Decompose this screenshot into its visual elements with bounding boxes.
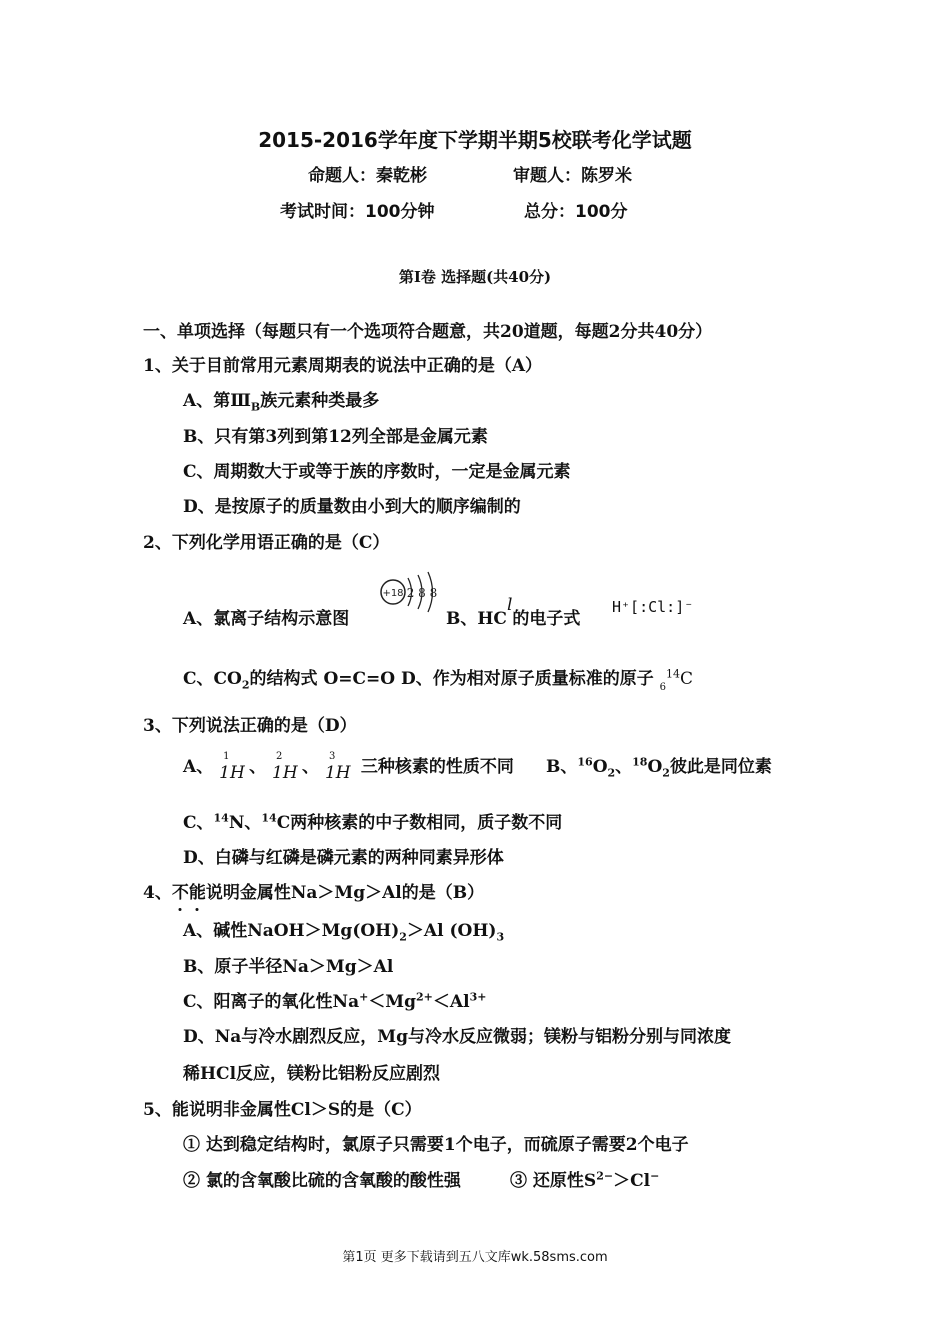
q4-option-d-line2: 稀HCl反应，镁粉比铝粉反应剧烈 [183, 1064, 441, 1084]
section-heading: 一、单项选择（每题只有一个选项符合题意，共20道题，每题2分共40分） [143, 322, 713, 342]
q3-option-b: B、$^{16}O_2$、$^{18}O_2$彼此是同位素 [546, 755, 772, 780]
q1-stem: 1、关于目前常用元素周期表的说法中正确的是（A） [143, 356, 543, 376]
q2-option-b: B、HCl的电子式 [446, 595, 581, 629]
page-footer: 第1页 更多下载请到五八文库wk.58sms.com [342, 1250, 608, 1265]
q4-option-c: C、阳离子的氧化性$Na^+<Mg^{2+}<Al^{3+}$ [183, 990, 487, 1012]
svg-text:2 8 8: 2 8 8 [406, 586, 438, 600]
q3-option-d: D、白磷与红磷是磷元素的两种同素异形体 [183, 848, 504, 868]
q5-statement-2: ② 氯的含氧酸比硫的含氧酸的酸性强 [183, 1171, 461, 1191]
hcl-electron-formula: H⁺[:Cl:]⁻ [612, 598, 694, 616]
total-score: 总分：100分 [524, 202, 628, 222]
isotope-h3: 3 1H [324, 750, 351, 783]
q1-option-c: C、周期数大于或等于族的序数时，一定是金属元素 [183, 462, 571, 482]
isotope-h2: 2 1H [272, 750, 298, 783]
reviewer-line: 审题人：陈罗米 [513, 166, 632, 186]
part-heading: 第Ⅰ卷 选择题(共40分) [398, 268, 552, 286]
q2-option-cd: C、$CO_2$的结构式 O=C=O D、作为相对原子质量标准的原子 $_6^{14}$C [183, 667, 694, 693]
q2-option-a: A、氯离子结构示意图 [183, 609, 350, 629]
q3-option-a: A、 1 1H 、 2 1H 、 3 1H 三种核素的性质不同 [183, 750, 514, 783]
q5-statement-3: ③ 还原性$S^{2-}>Cl^-$ [510, 1169, 660, 1191]
exam-title: 2015-2016学年度下学期半期5校联考化学试题 [258, 128, 692, 152]
exam-time: 考试时间：100分钟 [280, 202, 435, 222]
q2-stem: 2、下列化学用语正确的是（C） [143, 533, 390, 553]
q4-option-b: B、原子半径Na＞Mg＞Al [183, 957, 394, 977]
q3-stem: 3、下列说法正确的是（D） [143, 716, 357, 736]
q5-statement-1: ① 达到稳定结构时，氯原子只需要1个电子，而硫原子需要2个电子 [183, 1135, 689, 1155]
chloride-ion-diagram [377, 570, 445, 640]
svg-text:+18: +18 [382, 588, 404, 599]
q5-stem: 5、能说明非金属性Cl＞S的是（C） [143, 1100, 422, 1120]
q3-option-c: C、$^{14}$N、$^{14}$C两种核素的中子数相同，质子数不同 [183, 811, 563, 833]
q4-stem: 4、不能说明金属性Na＞Mg＞Al的是（B） [143, 878, 484, 903]
author-line: 命题人：秦乾彬 [308, 166, 427, 186]
q1-option-d: D、是按原子的质量数由小到大的顺序编制的 [183, 497, 521, 517]
isotope-h1: 1 1H [219, 750, 245, 783]
q4-option-a: A、碱性$NaOH>Mg(OH)_2>Al$ $(OH)_3$ [183, 921, 505, 944]
q4-option-d-line1: D、Na与冷水剧烈反应，Mg与冷水反应微弱；镁粉与铝粉分别与同浓度 [183, 1027, 731, 1047]
q1-option-b: B、只有第3列到第12列全部是金属元素 [183, 427, 488, 447]
q1-option-a: A、第$Ⅲ_B$族元素种类最多 [183, 391, 380, 414]
